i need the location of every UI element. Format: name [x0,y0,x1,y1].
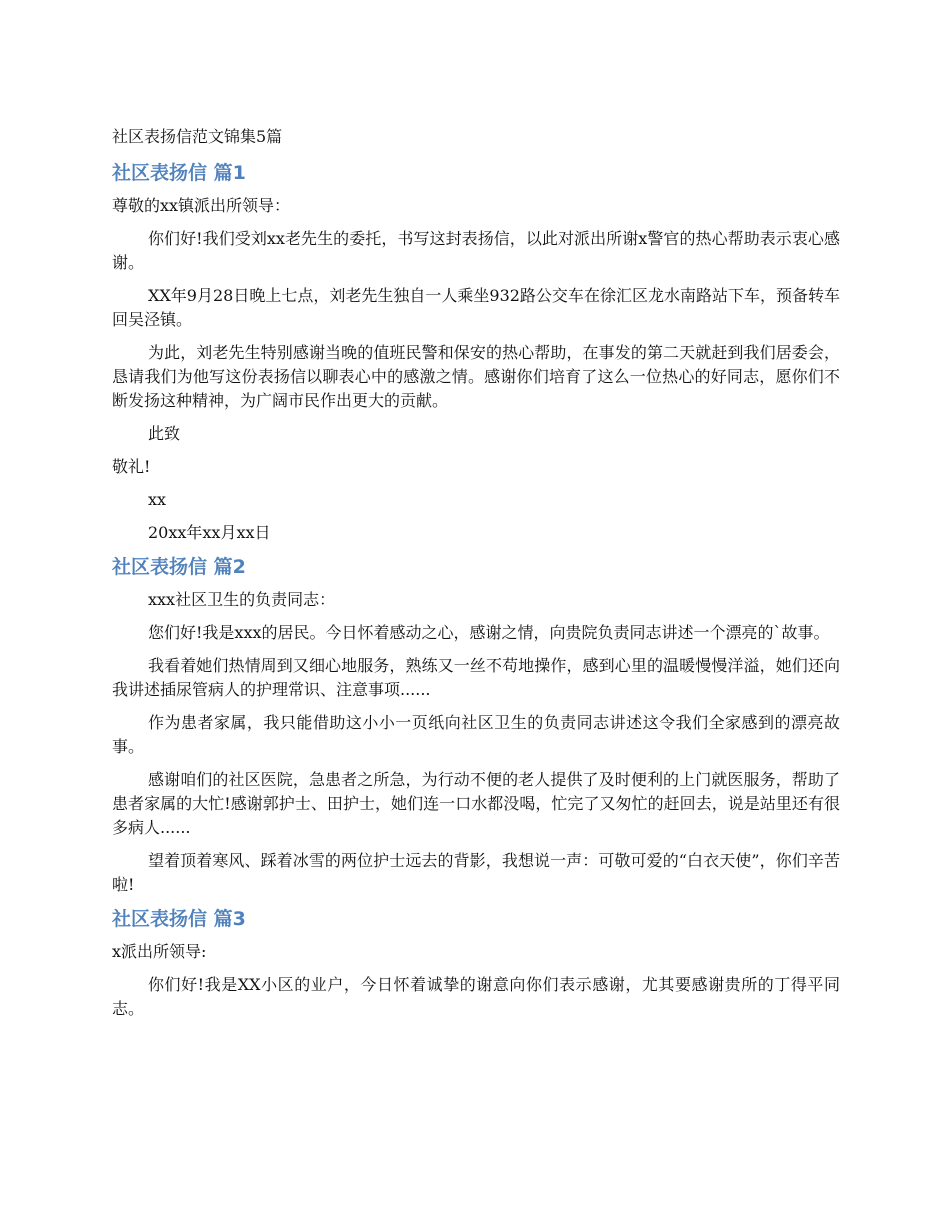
letter-paragraph: 感谢咱们的社区医院，急患者之所急，为行动不便的老人提供了及时便利的上门就医服务，帮助了患者家属的大忙!感谢郭护士、田护士，她们连一口水都没喝，忙完了又匆忙的赶回去，说是站里还有很多病人...... [112,770,840,837]
letter-signature: xx [148,490,167,509]
letter-paragraph: 为此，刘老先生特别感谢当晚的值班民警和保安的热心帮助，在事发的第二天就赶到我们居委会，恳请我们为他写这份表扬信以聊表心中的感激之情。感谢你们培育了这么一位热心的好同志，愿你们不断发扬这种精神，为广阔市民作出更大的贡献。 [112,343,840,410]
letter-salute: 敬礼! [112,457,151,476]
letter-paragraph: 你们好!我是XX小区的业户，今日怀着诚挚的谢意向你们表示感谢，尤其要感谢贵所的丁得平同志。 [112,975,840,1018]
letter-section-2 [112,554,840,897]
section-heading: 社区表扬信 篇2 [112,556,246,578]
section-heading: 社区表扬信 篇1 [112,162,246,184]
letter-closing: 此致 [148,424,181,443]
letter-paragraph: 我看着她们热情周到又细心地服务，熟练又一丝不苟地操作，感到心里的温暖慢慢洋溢，她们还向我讲述插尿管病人的护理常识、注意事项...... [112,656,840,699]
section-heading: 社区表扬信 篇3 [112,908,246,930]
letter-paragraph: XX年9月28日晚上七点，刘老先生独自一人乘坐932路公交车在徐汇区龙水南路站下车，预备转车回吴泾镇。 [112,286,840,329]
letter-paragraph: 你们好!我们受刘xx老先生的委托，书写这封表扬信，以此对派出所谢x警官的热心帮助表示衷心感谢。 [112,229,840,272]
letter-paragraph: 望着顶着寒风、踩着冰雪的两位护士远去的背影，我想说一声：可敬可爱的“白衣天使”，你们辛苦啦! [112,851,840,894]
letter-greeting: xxx社区卫生的负责同志： [148,590,336,609]
letter-paragraph: 您们好!我是xxx的居民。今日怀着感动之心，感谢之情，向贵院负责同志讲述一个漂亮的`故事。 [148,623,830,642]
letter-paragraph: 作为患者家属，我只能借助这小小一页纸向社区卫生的负责同志讲述这令我们全家感到的漂亮故事。 [112,713,840,756]
letter-date: 20xx年xx月xx日 [148,523,271,542]
letter-section-1 [112,160,840,545]
letter-section-3 [112,906,840,1021]
document-title: 社区表扬信范文锦集5篇 [112,127,283,146]
document-page [112,124,840,1030]
letter-greeting: 尊敬的xx镇派出所领导： [112,196,291,215]
letter-greeting: x派出所领导: [112,942,207,961]
